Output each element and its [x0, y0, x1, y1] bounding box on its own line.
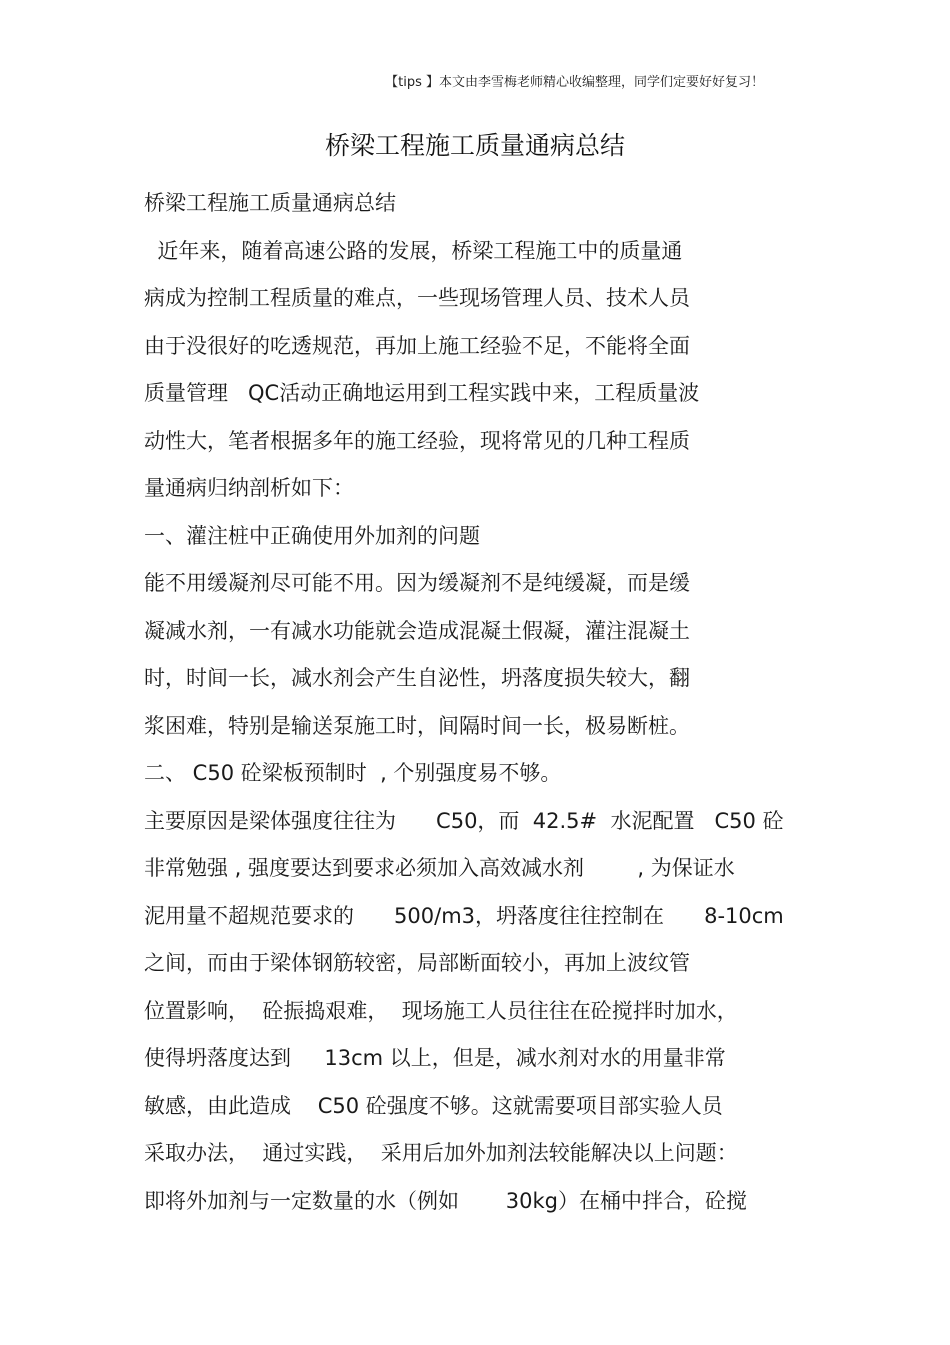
body-line: 凝减水剂，一有减水功能就会造成混凝土假凝，灌注混凝土	[144, 618, 690, 643]
header-tip: 【tips 】本文由李雪梅老师精心收编整理，同学们定要好好复习！	[385, 75, 764, 90]
body-line: 病成为控制工程质量的难点，一些现场管理人员、技术人员	[144, 286, 690, 310]
body-line: 采取办法， 通过实践， 采用后加外加剂法较能解决以上问题：	[144, 1141, 738, 1165]
body-line: 时，时间一长，减水剂会产生自泌性，坍落度损失较大，翻	[144, 666, 690, 690]
body-line: 使得坍落度达到 13cm 以上，但是，减水剂对水的用量非常	[144, 1046, 726, 1070]
body-line: 浆困难，特别是输送泵施工时，间隔时间一长，极易断桩。	[144, 713, 690, 738]
document-body	[144, 180, 824, 1225]
body-line: 近年来，随着高速公路的发展，桥梁工程施工中的质量通	[144, 238, 683, 263]
body-line: 质量管理 QC活动正确地运用到工程实践中来，工程质量波	[144, 381, 700, 405]
section-heading: 二、 C50 砼梁板预制时 , 个别强度易不够。	[144, 761, 562, 785]
body-line: 主要原因是梁体强度往往为 C50，而 42.5# 水泥配置 C50 砼	[144, 808, 784, 833]
section-heading: 一、灌注桩中正确使用外加剂的问题	[144, 523, 480, 548]
body-line: 由于没很好的吃透规范，再加上施工经验不足，不能将全面	[144, 333, 690, 358]
body-line: 动性大，笔者根据多年的施工经验，现将常见的几种工程质	[144, 428, 690, 453]
body-line: 能不用缓凝剂尽可能不用。因为缓凝剂不是纯缓凝，而是缓	[144, 571, 690, 595]
body-line: 非常勉强 , 强度要达到要求必须加入高效减水剂 , 为保证水	[144, 856, 735, 880]
body-line: 泥用量不超规范要求的 500/m3，坍落度往往控制在 8-10cm	[144, 903, 784, 928]
body-line: 位置影响， 砼振捣艰难， 现场施工人员往往在砼搅拌时加水，	[144, 998, 738, 1023]
body-line: 量通病归纳剖析如下：	[144, 476, 354, 500]
body-line: 敏感，由此造成 C50 砼强度不够。这就需要项目部实验人员	[144, 1093, 723, 1118]
body-line: 桥梁工程施工质量通病总结	[144, 191, 396, 215]
document-title: 桥梁工程施工质量通病总结	[324, 131, 625, 160]
body-line: 之间，而由于梁体钢筋较密，局部断面较小，再加上波纹管	[144, 951, 690, 975]
body-line: 即将外加剂与一定数量的水（例如 30kg）在桶中拌合，砼搅	[144, 1188, 747, 1213]
